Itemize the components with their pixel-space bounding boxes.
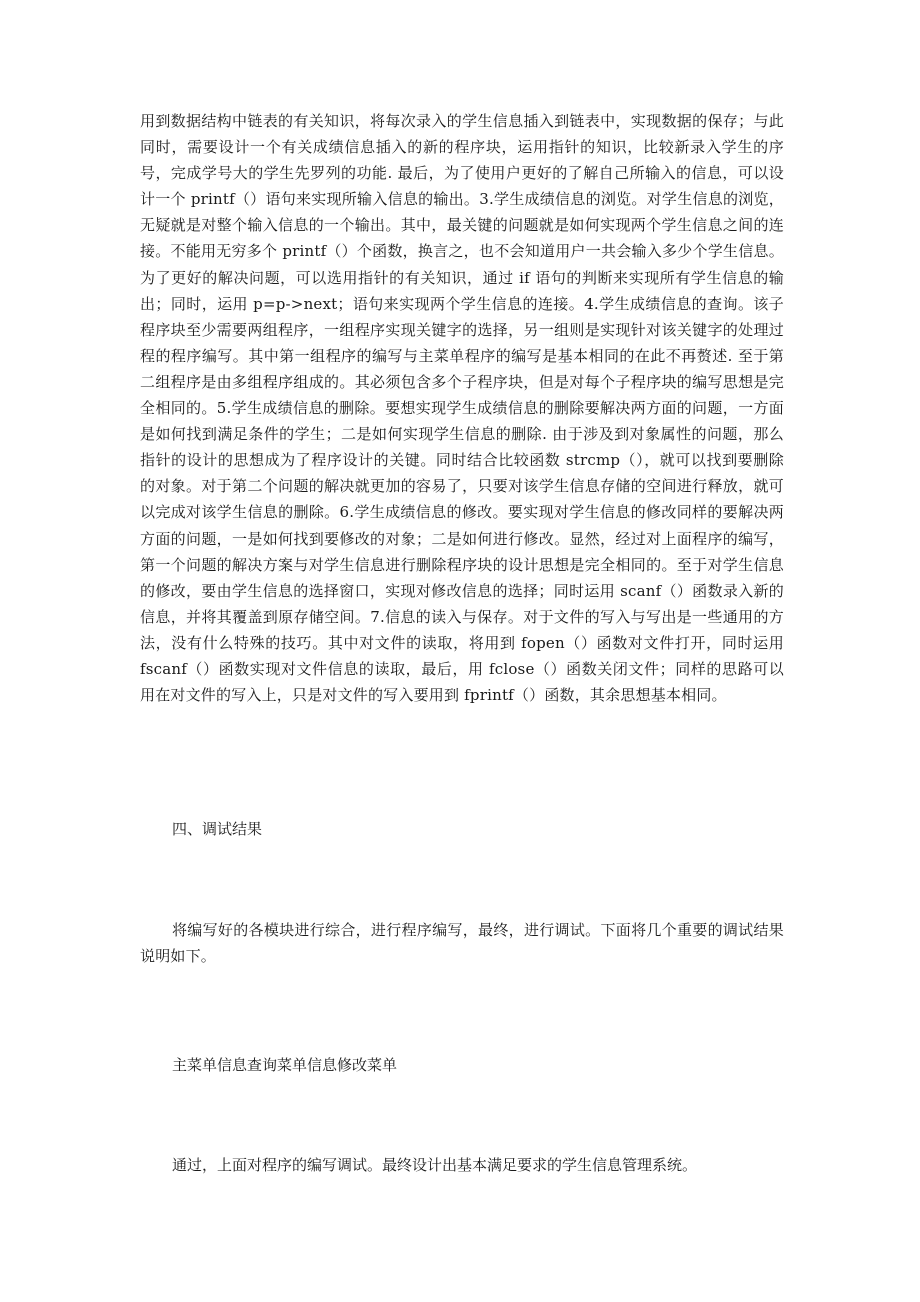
debug-intro-paragraph: 将编写好的各模块进行综合，进行程序编写，最终，进行调试。下面将几个重要的调试结果说明如下。 — [140, 921, 784, 965]
conclusion-paragraph: 通过，上面对程序的编写调试。最终设计出基本满足要求的学生信息管理系统。 — [172, 1156, 698, 1174]
body-paragraph: 用到数据结构中链表的有关知识，将每次录入的学生信息插入到链表中，实现数据的保存；与此同时，需要设计一个有关成绩信息插入的新的程序块，运用指针的知识，比较新录入学生的序号，完成学号大的学生先罗列的功能. 最后，为了使用户更好的了解自己所输入的信息，可以设计一个 printf（）语句来实现所输入信息的输出。3.学生成绩信息的浏览。对学生信息的浏览，无疑就是对整个输入信息的一个输出。其中，最关键的问题就是如何实现两个学生信息之间的连接。不能用无穷多个 printf（）个函数，换言之，也不会知道用户一共会输入多少个学生信息。为了更好的解决问题，可以选用指针的有关知识，通过 if 语句的判断来实现所有学生信息的输出；同时，运用 p=p->next；语句来实现两个学生信息的连接。4.学生成绩信息的查询。该子程序块至少需要两组程序，一组程序实现关键字的选择，另一组则是实现针对该关键字的处理过程的程序编写。其中第一组程序的编写与主菜单程序的编写是基本相同的在此不再赘述. 至于第二组程序是由多组程序组成的。其必须包含多个子程序块，但是对每个子程序块的编写思想是完全相同的。5.学生成绩信息的删除。要想实现学生成绩信息的删除要解决两方面的问题，一方面是如何找到满足条件的学生；二是如何实现学生信息的删除. 由于涉及到对象属性的问题，那么指针的设计的思想成为了程序设计的关键。同时结合比较函数 strcmp（），就可以找到要删除的对象。对于第二个问题的解决就更加的容易了，只要对该学生信息存储的空间进行释放，就可以完成对该学生信息的删除。6.学生成绩信息的修改。要实现对学生信息的修改同样的要解决两方面的问题，一是如何找到要修改的对象；二是如何进行修改。显然，经过对上面程序的编写，第一个问题的解决方案与对学生信息进行删除程序块的设计思想是完全相同的。至于对学生信息的修改，要由学生信息的选择窗口，实现对修改信息的选择；同时运用 scanf（）函数录入新的信息，并将其覆盖到原存储空间。7.信息的读入与保存。对于文件的写入与写出是一些通用的方法，没有什么特殊的技巧。其中对文件的读取，将用到 fopen（）函数对文件打开，同时运用 fscanf（）函数实现对文件信息的读取，最后，用 fclose（）函数关闭文件；同样的思路可以用在对文件的写入上，只是对文件的写入要用到 fprintf（）函数，其余思想基本相同。 — [140, 112, 784, 705]
section-heading: 四、调试结果 — [172, 820, 263, 838]
menu-caption: 主菜单信息查询菜单信息修改菜单 — [172, 1056, 398, 1074]
